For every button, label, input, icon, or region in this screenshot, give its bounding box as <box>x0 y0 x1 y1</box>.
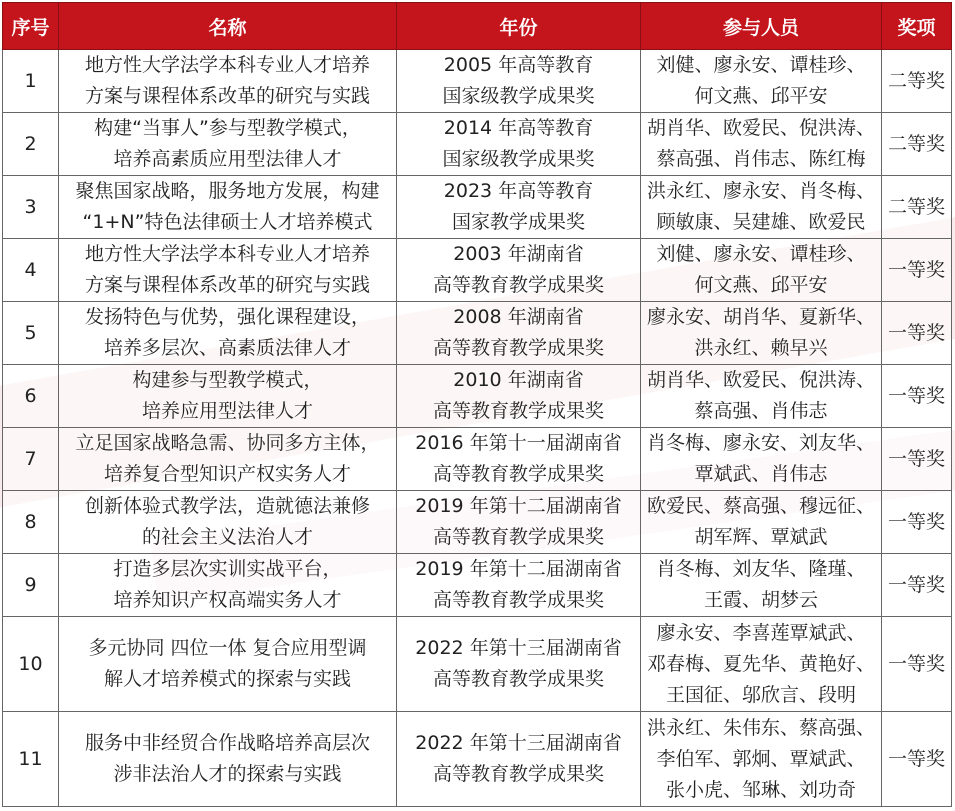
cell-seq: 2 <box>3 113 59 176</box>
cell-members-line: 欧爱民、蔡高强、穆远征、 <box>646 495 875 517</box>
cell-award: 二等奖 <box>882 50 952 113</box>
cell-seq: 10 <box>3 617 59 712</box>
table-row <box>3 617 952 712</box>
cell-members <box>641 113 882 176</box>
cell-members-line: 洪永红、廖永安、肖冬梅、 <box>646 180 875 202</box>
cell-name-line: 构建参与型教学模式， <box>132 369 323 391</box>
cell-members-line: 胡肖华、欧爱民、倪洪涛、 <box>646 369 875 391</box>
cell-year-line: 高等教育教学成果奖 <box>432 463 604 485</box>
cell-year <box>397 617 641 712</box>
cell-seq: 7 <box>3 428 59 491</box>
table-row <box>3 302 952 365</box>
header-seq: 序号 <box>3 3 59 50</box>
table-row <box>3 428 952 491</box>
cell-year-line: 国家教学成果奖 <box>451 211 585 233</box>
cell-members-line: 洪永红、赖早兴 <box>694 337 828 359</box>
header-award: 奖项 <box>882 3 952 50</box>
cell-year <box>397 50 641 113</box>
cell-members-line: 顾敏康、吴建雄、欧爱民 <box>656 211 866 233</box>
cell-year-line: 高等教育教学成果奖 <box>432 400 604 422</box>
cell-members <box>641 176 882 239</box>
header-name: 名称 <box>59 3 397 50</box>
cell-seq: 11 <box>3 712 59 807</box>
table-row <box>3 712 952 807</box>
cell-year-line: 2003 年湖南省 <box>453 243 584 265</box>
cell-members-line: 王国征、邬欣言、段明 <box>665 683 856 706</box>
cell-seq: 9 <box>3 554 59 617</box>
cell-name <box>59 50 397 113</box>
cell-name-line: 解人才培养模式的探索与实践 <box>103 668 351 690</box>
cell-members-line: 何文燕、邱平安 <box>694 274 828 296</box>
cell-year-line: 国家级教学成果奖 <box>442 148 595 170</box>
cell-year <box>397 428 641 491</box>
cell-award: 一等奖 <box>882 712 952 807</box>
cell-name <box>59 617 397 712</box>
cell-members-line: 王霞、胡梦云 <box>703 589 818 611</box>
cell-award: 一等奖 <box>882 302 952 365</box>
cell-year-line: 2005 年高等教育 <box>443 54 594 76</box>
cell-name-line: 发扬特色与优势，强化课程建设， <box>84 306 370 328</box>
cell-members <box>641 712 882 807</box>
cell-name-line: 培养多层次、高素质法律人才 <box>103 337 351 359</box>
header-members: 参与人员 <box>641 3 882 50</box>
cell-members-line: 李伯军、郭炯、覃斌武、 <box>656 747 866 770</box>
cell-year-line: 高等教育教学成果奖 <box>432 668 604 690</box>
cell-award: 二等奖 <box>882 113 952 176</box>
cell-name-line: 培养高素质应用型法律人才 <box>113 148 342 170</box>
cell-name-line: “1+N”特色法律硕士人才培养模式 <box>82 211 373 233</box>
cell-year <box>397 113 641 176</box>
cell-members-line: 蔡高强、肖伟志 <box>694 400 828 422</box>
cell-members-line: 何文燕、邱平安 <box>694 85 828 107</box>
table-row <box>3 176 952 239</box>
cell-name <box>59 176 397 239</box>
cell-name-line: 立足国家战略急需、协同多方主体， <box>75 432 380 454</box>
cell-name <box>59 491 397 554</box>
cell-members <box>641 617 882 712</box>
cell-name-line: 培养知识产权高端实务人才 <box>113 589 342 611</box>
cell-year <box>397 302 641 365</box>
awards-table <box>2 2 952 807</box>
cell-award: 一等奖 <box>882 491 952 554</box>
table-row <box>3 113 952 176</box>
cell-name-line: 聚焦国家战略，服务地方发展，构建 <box>75 180 380 202</box>
cell-seq: 1 <box>3 50 59 113</box>
cell-members-line: 肖冬梅、廖永安、刘友华、 <box>646 432 875 454</box>
cell-name-line: 方案与课程体系改革的研究与实践 <box>84 85 370 107</box>
cell-name-line: 方案与课程体系改革的研究与实践 <box>84 274 370 296</box>
cell-year-line: 2022 年第十三届湖南省 <box>415 637 622 659</box>
cell-members-line: 覃斌武、肖伟志 <box>694 463 828 485</box>
cell-name-line: 打造多层次实训实战平台， <box>113 558 342 580</box>
cell-members <box>641 491 882 554</box>
cell-year-line: 2022 年第十三届湖南省 <box>415 732 622 754</box>
cell-seq: 4 <box>3 239 59 302</box>
cell-members <box>641 302 882 365</box>
cell-seq: 5 <box>3 302 59 365</box>
cell-year-line: 2023 年高等教育 <box>443 180 594 202</box>
cell-name-line: 多元协同 四位一体 复合应用型调 <box>88 637 367 659</box>
cell-name <box>59 302 397 365</box>
header-year: 年份 <box>397 3 641 50</box>
cell-year-line: 2016 年第十一届湖南省 <box>415 432 622 454</box>
cell-seq: 3 <box>3 176 59 239</box>
cell-members-line: 刘健、廖永安、谭桂珍、 <box>656 54 866 76</box>
cell-year-line: 高等教育教学成果奖 <box>432 763 604 785</box>
cell-year <box>397 176 641 239</box>
cell-name-line: 地方性大学法学本科专业人才培养 <box>84 243 370 265</box>
cell-year-line: 高等教育教学成果奖 <box>432 526 604 548</box>
cell-name <box>59 428 397 491</box>
cell-name-line: 构建“当事人”参与型教学模式， <box>94 117 361 139</box>
cell-name-line: 涉非法治人才的探索与实践 <box>113 763 342 785</box>
cell-members <box>641 239 882 302</box>
cell-award: 二等奖 <box>882 176 952 239</box>
cell-name-line: 创新体验式教学法，造就德法兼修 <box>84 495 370 517</box>
cell-members <box>641 365 882 428</box>
cell-members <box>641 50 882 113</box>
cell-members <box>641 428 882 491</box>
cell-members-line: 刘健、廖永安、谭桂珍、 <box>656 243 866 265</box>
cell-year-line: 2014 年高等教育 <box>443 117 594 139</box>
table-row <box>3 239 952 302</box>
table-row <box>3 50 952 113</box>
cell-members-line: 张小虎、邹琳、刘功奇 <box>665 778 856 801</box>
table-row <box>3 554 952 617</box>
table-row <box>3 491 952 554</box>
cell-members-line: 邓春梅、夏先华、黄艳好、 <box>646 652 875 675</box>
cell-seq: 8 <box>3 491 59 554</box>
table-header-row <box>3 3 952 50</box>
cell-name-line: 服务中非经贸合作战略培养高层次 <box>84 732 370 754</box>
cell-year <box>397 491 641 554</box>
cell-name-line: 培养复合型知识产权实务人才 <box>103 463 351 485</box>
cell-name <box>59 365 397 428</box>
cell-year <box>397 554 641 617</box>
cell-year-line: 高等教育教学成果奖 <box>432 274 604 296</box>
cell-year-line: 国家级教学成果奖 <box>442 85 595 107</box>
cell-name-line: 培养应用型法律人才 <box>141 400 313 422</box>
cell-year <box>397 712 641 807</box>
cell-name <box>59 113 397 176</box>
cell-members <box>641 554 882 617</box>
cell-name <box>59 239 397 302</box>
cell-name-line: 地方性大学法学本科专业人才培养 <box>84 54 370 76</box>
cell-award: 一等奖 <box>882 428 952 491</box>
cell-members-line: 肖冬梅、刘友华、隆瑾、 <box>656 558 866 580</box>
cell-members-line: 廖永安、李喜莲覃斌武、 <box>656 621 866 644</box>
cell-name <box>59 554 397 617</box>
cell-seq: 6 <box>3 365 59 428</box>
cell-year <box>397 365 641 428</box>
cell-members-line: 廖永安、胡肖华、夏新华、 <box>646 306 875 328</box>
cell-name-line: 的社会主义法治人才 <box>141 526 313 548</box>
cell-award: 一等奖 <box>882 365 952 428</box>
cell-year-line: 高等教育教学成果奖 <box>432 589 604 611</box>
cell-award: 一等奖 <box>882 554 952 617</box>
cell-year-line: 2019 年第十二届湖南省 <box>415 558 622 580</box>
cell-year-line: 2008 年湖南省 <box>453 306 584 328</box>
cell-award: 一等奖 <box>882 617 952 712</box>
cell-year-line: 2019 年第十二届湖南省 <box>415 495 622 517</box>
cell-members-line: 胡军辉、覃斌武 <box>694 526 828 548</box>
cell-year <box>397 239 641 302</box>
cell-award: 一等奖 <box>882 239 952 302</box>
cell-year-line: 高等教育教学成果奖 <box>432 337 604 359</box>
cell-members-line: 蔡高强、肖伟志、陈红梅 <box>656 148 866 170</box>
cell-name <box>59 712 397 807</box>
cell-members-line: 洪永红、朱伟东、蔡高强、 <box>646 716 875 739</box>
table-row <box>3 365 952 428</box>
cell-year-line: 2010 年湖南省 <box>453 369 584 391</box>
cell-members-line: 胡肖华、欧爱民、倪洪涛、 <box>646 117 875 139</box>
